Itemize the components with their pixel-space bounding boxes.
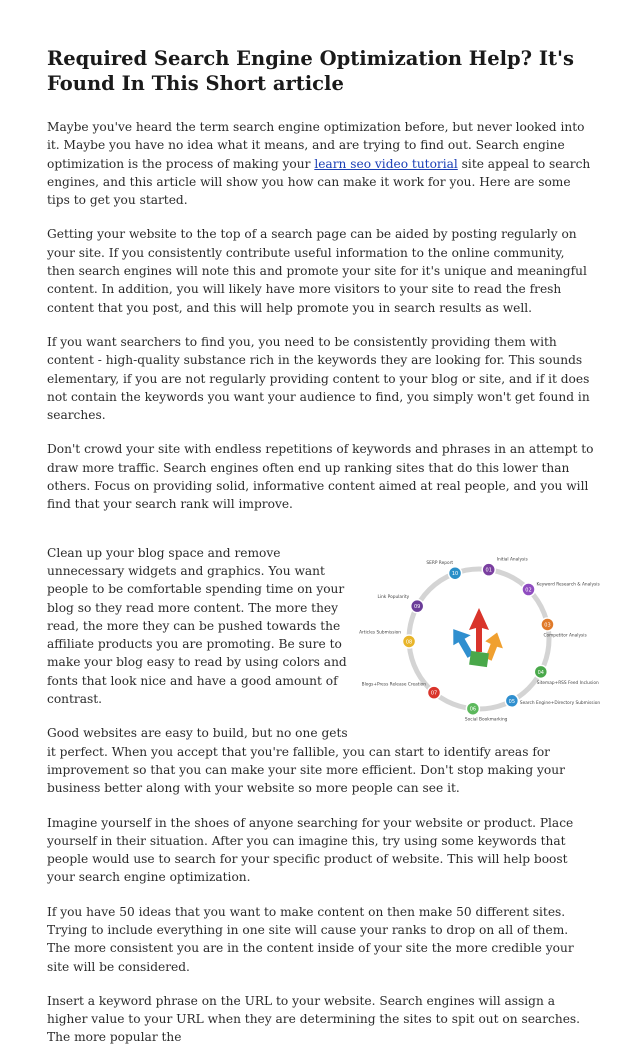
diagram-node	[541, 618, 587, 639]
paragraph-1-text-end: site appeal to search engines, and this article will show you how can make it work for you. Here are some tips to get you started.	[47, 156, 591, 208]
diagram-node-label: SERP Report	[426, 560, 454, 566]
diagram-node-number: 02	[525, 587, 532, 594]
diagram-node-number: 03	[544, 622, 551, 629]
diagram-node-label: Blogs+Press Release Creation	[361, 682, 427, 688]
article	[47, 46, 601, 1063]
diagram-node-label: Keyword Research & Analysis	[536, 582, 600, 588]
paragraph-1-text-start: Maybe you've heard the term search engine optimization before, but never looked into it. Maybe you have no idea what it means, and are trying to find out. Search engine optimization is the process of making your	[47, 120, 585, 171]
diagram-node	[377, 594, 423, 613]
diagram-node-label: Initial Analysis	[496, 557, 528, 563]
seo-tutorial-link[interactable]: learn seo video tutorial	[314, 156, 458, 171]
diagram-node-label: Competitor Analysis	[543, 633, 587, 639]
diagram-node-label: Articles Submission	[359, 630, 402, 636]
article-title: Required Search Engine Optimization Help? It's Found In This Short article	[47, 47, 574, 95]
diagram-node-number: 07	[430, 690, 438, 697]
paragraph-3: If you want searchers to find you, you need to be consistently providing them with content - high-quality substance rich in the keywords they are looking for. This sounds elementary, if you are not regularly providing content to your blog or site, and if it does not contain the keywords you want your audience to find, you simply won't get found in searches.	[47, 334, 590, 423]
paragraph-6: Good websites are easy to build, but no one gets it perfect. When you accept that you're fallible, you can start to identify areas for improvement so that you can make your site more efficient. Don't stop making your business better along with your website so more people can see it.	[47, 726, 565, 796]
diagram-node-number: 04	[537, 669, 544, 676]
diagram-node-label: Sitemap+RSS Feed Inclusion	[536, 680, 599, 686]
diagram-node	[522, 581, 600, 596]
diagram-node-number: 10	[451, 570, 459, 577]
diagram-node-number: 06	[469, 706, 477, 713]
diagram-node-number: 08	[405, 639, 413, 646]
diagram-node-label: Social Bookmarking	[464, 717, 508, 723]
paragraph-7: Imagine yourself in the shoes of anyone searching for your website or product. Place yourself in their situation. After you can imagine this, try using some keywords that people would use to search for your specific product of website. This will help boost your search engine optimization.	[47, 815, 574, 885]
paragraph-8: If you have 50 ideas that you want to make content on then make 50 different sites. Trying to include everything in one site will cause your ranks to drop on all of them. The more consistent you are in the content inside of your site the more credible your site will be considered.	[47, 904, 574, 974]
diagram-node-number: 05	[508, 698, 516, 705]
paragraph-1	[47, 118, 595, 209]
paragraph-2: Getting your website to the top of a search page can be aided by posting regularly on your site. If you consistently contribute useful information to the online community, then search engines will note this and promote your site for it's unique and meaningful content. In addition, you will likely have more visitors to your site to read the fresh content that you post, and this will help promote you in search results as well.	[47, 227, 587, 315]
diagram-node-number: 09	[414, 603, 421, 610]
seo-process-diagram	[359, 548, 601, 730]
diagram-node-label: Search Engine+Directory Submission	[519, 700, 601, 706]
paragraph-9: Insert a keyword phrase on the URL to your website. Search engines will assign a higher value to your URL when they are determining the sites to spit out on searches. The more popular the	[47, 993, 581, 1045]
diagram-node-label: Link Popularity	[377, 594, 410, 600]
arrows-icon	[446, 608, 508, 667]
paragraph-5: Clean up your blog space and remove unnecessary widgets and graphics. You want people to be comfortable spending time on your blog so they read more content. The more they read, the more they can be pushed towards the affiliate products you are promoting. Be sure to make your blog easy to read by using colors and fonts that look nice and have a good amount of contrast.	[47, 545, 347, 707]
seo-cycle-graphic	[359, 548, 601, 730]
paragraph-4: Don't crowd your site with endless repetitions of keywords and phrases in an attempt to draw more traffic. Search engines often end up ranking sites that do this lower than others. Focus on providing solid, informative content aimed at real people, and you will find that your search rank will improve.	[47, 442, 594, 512]
diagram-node-number: 01	[485, 567, 492, 574]
